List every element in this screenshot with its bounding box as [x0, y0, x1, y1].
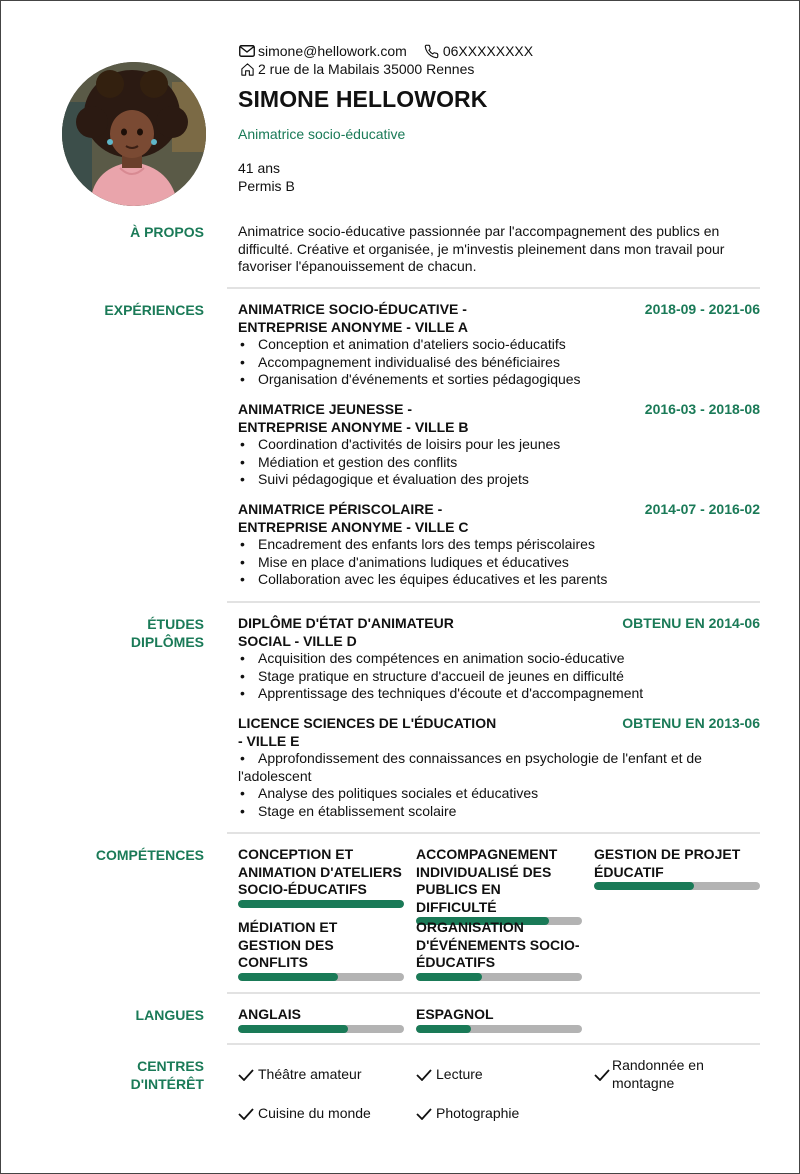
check-icon: [416, 1108, 436, 1120]
divider: [227, 601, 760, 603]
address-text: 2 rue de la Mabilais 35000 Rennes: [258, 61, 475, 77]
bullet-item: • Stage pratique en structure d'accueil de jeunes en difficulté: [238, 668, 760, 686]
bullet-item: • Accompagnement individualisé des bénéficiaires: [238, 354, 760, 372]
bullet-item: • Apprentissage des techniques d'écoute et d'accompagnement: [238, 685, 760, 703]
language-name: ANGLAIS: [238, 1006, 301, 1022]
interest-label: Cuisine du monde: [258, 1105, 371, 1121]
bullet-item: • Médiation et gestion des conflits: [238, 454, 760, 472]
education-dates: OBTENU EN 2013-06: [622, 715, 760, 731]
experience-bullets: [238, 436, 760, 489]
skill-level-fill: [238, 973, 338, 981]
bullet-item: • Mise en place d'animations ludiques et éducatives: [238, 554, 760, 572]
experience-title: ANIMATRICE SOCIO-ÉDUCATIVE - ENTREPRISE ANONYME - VILLE A: [238, 301, 468, 335]
contact-block: [238, 42, 533, 78]
education-entry: [238, 715, 760, 820]
section-title-line: CENTRES: [137, 1058, 204, 1074]
interest-label: Photographie: [436, 1105, 520, 1121]
check-icon: [238, 1069, 258, 1081]
language-item: [238, 1006, 404, 1033]
interest-label: Lecture: [436, 1066, 483, 1082]
skill-item: [594, 846, 760, 890]
bullet-item: • Encadrement des enfants lors des temps périscolaires: [238, 536, 760, 554]
section-title-line: DIPLÔMES: [130, 634, 204, 650]
check-icon: [416, 1069, 436, 1081]
skill-name: ACCOMPAGNEMENT INDIVIDUALISÉ DES PUBLICS EN DIFFICULTÉ: [416, 846, 558, 915]
experience-bullets: [238, 336, 760, 389]
skill-item: [416, 919, 582, 981]
divider: [227, 287, 760, 289]
language-level-bar: [416, 1025, 582, 1033]
language-item: [416, 1006, 582, 1033]
interest-label: Randonnée en montagne: [612, 1057, 704, 1091]
language-level-bar: [238, 1025, 404, 1033]
mail-icon: [238, 42, 256, 60]
phone-text[interactable]: 06XXXXXXXX: [442, 43, 534, 59]
interest-item: [416, 1105, 519, 1123]
education-title: DIPLÔME D'ÉTAT D'ANIMATEUR SOCIAL - VILLE D: [238, 615, 454, 649]
skill-item: [416, 846, 582, 925]
bullet-item: • Coordination d'activités de loisirs pour les jeunes: [238, 436, 760, 454]
interest-label: Théâtre amateur: [258, 1066, 362, 1082]
divider: [227, 1043, 760, 1045]
education-entry: [238, 615, 760, 703]
education-bullets: [238, 650, 760, 703]
skill-level-bar: [238, 973, 404, 981]
bullet-item: • Collaboration avec les équipes éducatives et les parents: [238, 571, 760, 589]
license-text: Permis B: [238, 177, 295, 194]
experience-entry: [238, 501, 760, 589]
job-title: Animatrice socio-éducative: [238, 126, 406, 142]
skill-name: ORGANISATION D'ÉVÉNEMENTS SOCIO-ÉDUCATIFS: [416, 919, 580, 970]
phone-icon: [423, 42, 441, 60]
skill-level-fill: [238, 900, 404, 908]
section-title-about: À PROPOS: [130, 224, 204, 240]
section-title-skills: COMPÉTENCES: [95, 847, 204, 863]
email-text[interactable]: simone@hellowork.com: [258, 43, 407, 59]
candidate-name: SIMONE HELLOWORK: [238, 86, 488, 112]
age-text: 41 ans: [238, 160, 281, 176]
check-icon: [594, 1069, 612, 1081]
bullet-item: • Stage en établissement scolaire: [238, 803, 760, 821]
skill-level-fill: [594, 882, 694, 890]
section-title-experiences: EXPÉRIENCES: [104, 302, 204, 318]
language-level-fill: [416, 1025, 471, 1033]
language-level-fill: [238, 1025, 348, 1033]
experience-bullets: [238, 536, 760, 589]
interest-item: [238, 1105, 371, 1123]
skill-item: [238, 846, 404, 908]
experience-dates: 2016-03 - 2018-08: [644, 401, 760, 417]
skill-name: GESTION DE PROJET ÉDUCATIF: [594, 846, 741, 880]
skill-level-fill: [416, 973, 482, 981]
bullet-item: • Suivi pédagogique et évaluation des projets: [238, 471, 760, 489]
bullet-item: • Approfondissement des connaissances en psychologie de l'enfant et de l'adolescent: [238, 750, 760, 785]
language-name: ESPAGNOL: [416, 1006, 494, 1022]
interest-item: [238, 1066, 362, 1084]
about-text: Animatrice socio-éducative passionnée par l'accompagnement des publics en difficulté. Créative et organisée, je m'investis pleinement dans mon travail pour favoriser l'épanouissement de chacun.: [238, 223, 725, 274]
interest-item: [594, 1057, 714, 1092]
section-title-interests: [131, 1057, 204, 1093]
bullet-item: • Organisation d'événements et sorties pédagogiques: [238, 371, 760, 389]
education-title: LICENCE SCIENCES DE L'ÉDUCATION - VILLE E: [238, 715, 497, 749]
section-title-languages: LANGUES: [135, 1007, 204, 1023]
skill-name: CONCEPTION ET ANIMATION D'ATELIERS SOCIO-ÉDUCATIFS: [238, 846, 402, 897]
education-dates: OBTENU EN 2014-06: [622, 615, 760, 631]
experience-title: ANIMATRICE JEUNESSE - ENTREPRISE ANONYME - VILLE B: [238, 401, 469, 435]
bullet-item: • Conception et animation d'ateliers socio-éducatifs: [238, 336, 760, 354]
skill-level-bar: [238, 900, 404, 908]
home-icon: [238, 60, 256, 78]
section-title-line: ÉTUDES: [147, 616, 204, 632]
section-title-line: D'INTÉRÊT: [130, 1076, 204, 1092]
experience-entry: [238, 301, 760, 389]
skill-item: [238, 919, 404, 981]
bullet-item: • Acquisition des compétences en animation socio-éducative: [238, 650, 760, 668]
skill-level-bar: [594, 882, 760, 890]
experience-entry: [238, 401, 760, 489]
profile-photo: [62, 62, 206, 206]
divider: [227, 832, 760, 834]
education-bullets: [238, 750, 760, 820]
personal-info: [238, 160, 295, 195]
experience-dates: 2014-07 - 2016-02: [644, 501, 760, 517]
divider: [227, 992, 760, 994]
skill-name: MÉDIATION ET GESTION DES CONFLITS: [238, 919, 338, 970]
bullet-item: • Analyse des politiques sociales et éducatives: [238, 785, 760, 803]
check-icon: [238, 1108, 258, 1120]
experience-title: ANIMATRICE PÉRISCOLAIRE - ENTREPRISE ANONYME - VILLE C: [238, 501, 469, 535]
skill-level-bar: [416, 973, 582, 981]
experience-dates: 2018-09 - 2021-06: [644, 301, 760, 317]
interest-item: [416, 1066, 483, 1084]
section-title-education: [131, 615, 204, 651]
